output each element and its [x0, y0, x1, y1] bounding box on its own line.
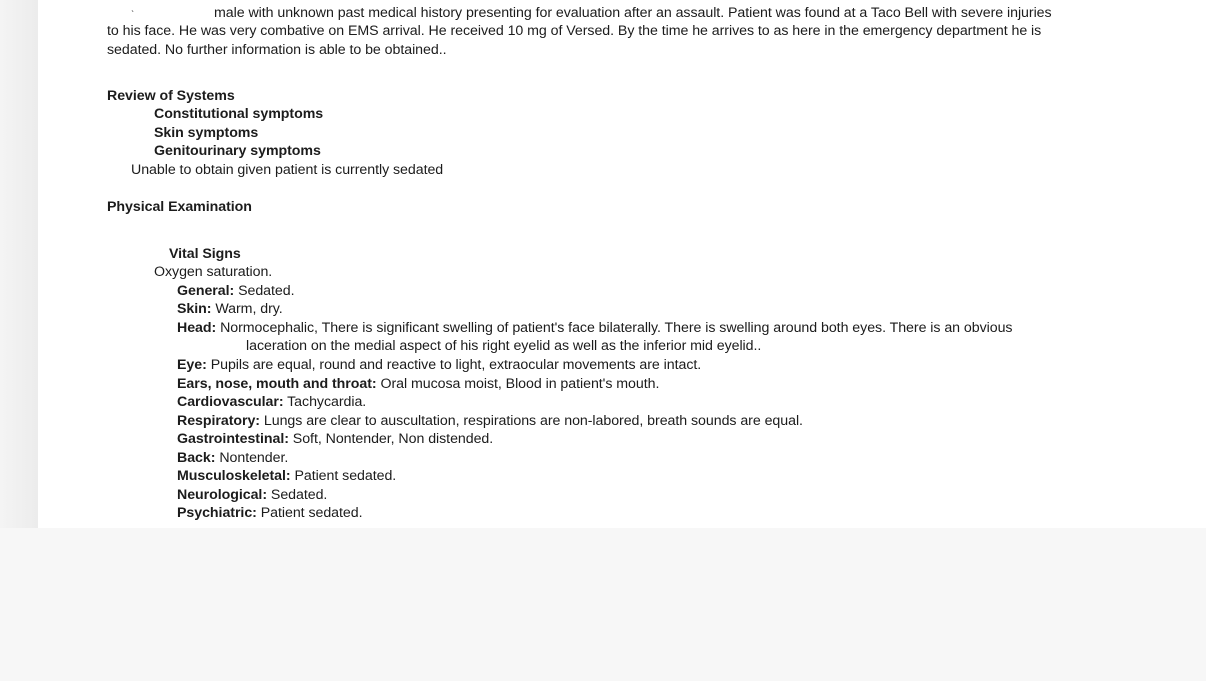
page-edge: [0, 0, 38, 528]
finding-value: Patient sedated.: [260, 505, 363, 521]
finding-label: Back:: [177, 450, 216, 466]
finding-label: General:: [177, 283, 235, 299]
finding-neurological: [177, 486, 327, 504]
finding-musculoskeletal: [177, 467, 396, 485]
ros-item-skin: Skin symptoms: [154, 125, 259, 141]
empty-background: [0, 528, 1206, 681]
finding-label: Gastrointestinal:: [177, 431, 289, 447]
finding-skin: [177, 300, 283, 318]
finding-value: Lungs are clear to auscultation, respirations are non-labored, breath sounds are equal.: [263, 413, 803, 429]
finding-value: Oral mucosa moist, Blood in patient's mouth.: [380, 376, 660, 392]
finding-back: [177, 449, 288, 467]
finding-value: Warm, dry.: [215, 301, 283, 317]
finding-cardiovascular: [177, 393, 366, 411]
finding-value: Nontender.: [219, 450, 289, 466]
redaction-mark: ˋ: [131, 10, 135, 21]
finding-value: Soft, Nontender, Non distended.: [292, 431, 494, 447]
finding-value: Patient sedated.: [294, 468, 397, 484]
finding-label: Respiratory:: [177, 413, 260, 429]
finding-head-continuation: laceration on the medial aspect of his right eyelid as well as the inferior mid eyelid..: [246, 338, 762, 354]
finding-psychiatric: [177, 504, 363, 522]
ros-heading: Review of Systems: [107, 88, 235, 104]
finding-label: Eye:: [177, 357, 207, 373]
finding-label: Neurological:: [177, 487, 268, 503]
ros-item-genitourinary: Genitourinary symptoms: [154, 143, 321, 159]
finding-label: Skin:: [177, 301, 212, 317]
finding-value: Tachycardia.: [287, 394, 367, 410]
finding-label: Cardiovascular:: [177, 394, 284, 410]
hpi-line-2: to his face. He was very combative on EMS arrival. He received 10 mg of Versed. By the time he arrives to as here in the emergency department he is: [107, 23, 1042, 39]
hpi-line-1: male with unknown past medical history presenting for evaluation after an assault. Patient was found at a Taco Bell with severe injuries: [214, 5, 1052, 21]
finding-value: Sedated.: [270, 487, 328, 503]
finding-value: Pupils are equal, round and reactive to light, extraocular movements are intact.: [210, 357, 702, 373]
finding-label: Musculoskeletal:: [177, 468, 291, 484]
oxygen-saturation: Oxygen saturation.: [154, 264, 273, 280]
finding-general: [177, 282, 294, 300]
finding-ent: [177, 375, 659, 393]
finding-head: [177, 319, 1012, 337]
vital-signs-heading: Vital Signs: [169, 246, 241, 262]
hpi-line-3: sedated. No further information is able to be obtained..: [107, 42, 447, 58]
ros-note: Unable to obtain given patient is currently sedated: [131, 162, 444, 178]
pe-heading: Physical Examination: [107, 199, 252, 215]
finding-label: Psychiatric:: [177, 505, 257, 521]
finding-value: Normocephalic, There is significant swelling of patient's face bilaterally. There is swelling around both eyes. There is an obvious: [220, 320, 1013, 336]
finding-gastrointestinal: [177, 430, 493, 448]
finding-respiratory: [177, 412, 803, 430]
finding-label: Ears, nose, mouth and throat:: [177, 376, 377, 392]
redacted-name-block: [128, 2, 212, 24]
ros-item-constitutional: Constitutional symptoms: [154, 106, 324, 122]
finding-value: Sedated.: [238, 283, 295, 299]
finding-label: Head:: [177, 320, 217, 336]
finding-eye: [177, 356, 701, 374]
